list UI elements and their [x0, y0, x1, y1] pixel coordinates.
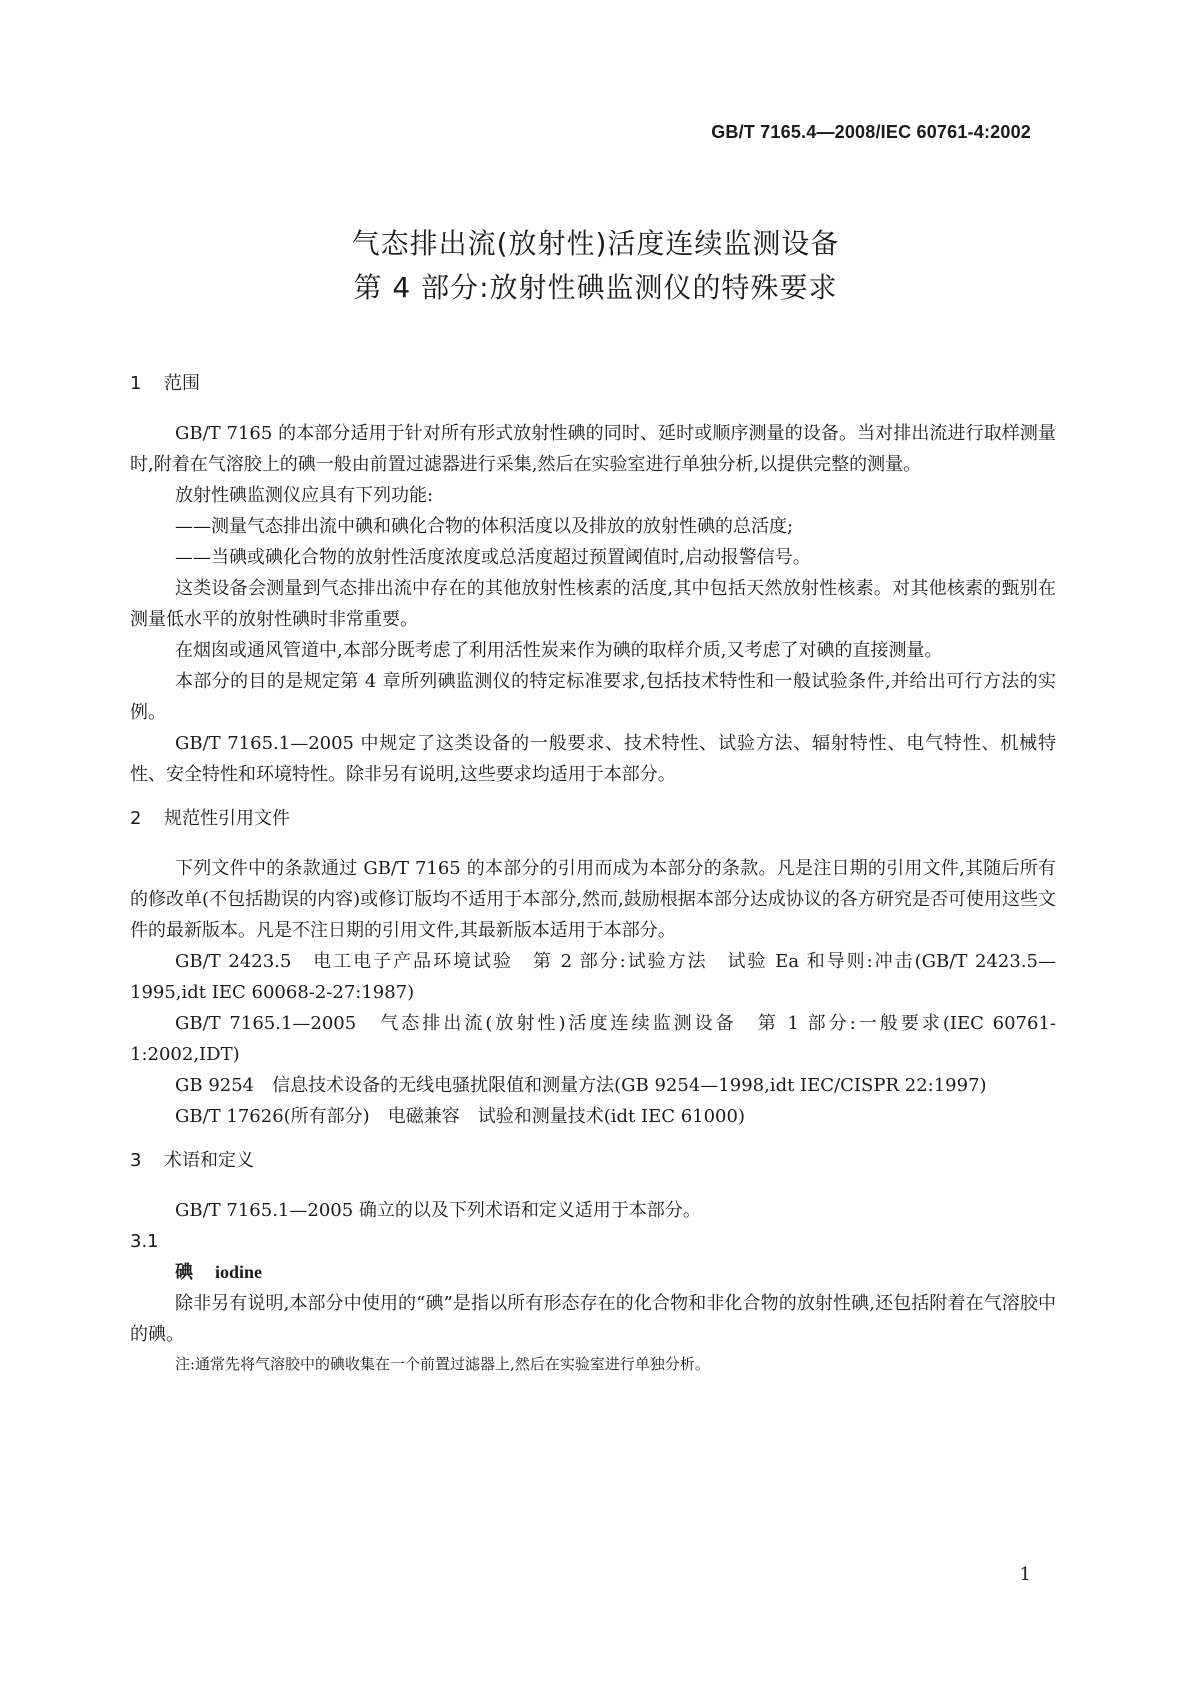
reference-item: GB/T 2423.5 电工电子产品环境试验 第 2 部分:试验方法 试验 Ea 和导则:冲击(GB/T 2423.5—1995,idt IEC 60068-2-27:1987) — [130, 951, 1056, 1003]
section-1-paragraph: 本部分的目的是规定第 4 章所列碘监测仪的特定标准要求,包括技术特性和一般试验条件,并给出可行方法的实例。 — [130, 671, 1056, 723]
section-1-paragraph: GB/T 7165.1—2005 中规定了这类设备的一般要求、技术特性、试验方法、辐射特性、电气特性、机械特性、安全特性和环境特性。除非另有说明,这些要求均适用于本部分。 — [130, 733, 1056, 785]
title-line-2: 第 4 部分:放射性碘监测仪的特殊要求 — [353, 271, 838, 304]
section-3-heading — [130, 1145, 1056, 1176]
section-2-heading — [130, 803, 1056, 834]
section-2-title: 规范性引用文件 — [164, 808, 290, 829]
section-1-paragraph: 放射性碘监测仪应具有下列功能: — [175, 485, 434, 506]
section-3-number: 3 — [130, 1150, 142, 1171]
term-number: 3.1 — [130, 1231, 159, 1252]
section-1-title: 范围 — [164, 373, 200, 394]
section-3-title: 术语和定义 — [164, 1150, 254, 1171]
term-zh: 碘 — [175, 1262, 193, 1283]
document-body — [130, 368, 1056, 1378]
section-1-paragraph: GB/T 7165 的本部分适用于针对所有形式放射性碘的同时、延时或顺序测量的设备。当对排出流进行取样测量时,附着在气溶胶上的碘一般由前置过滤器进行采集,然后在实验室进行单独分析,以提供完整的测量。 — [130, 423, 1056, 475]
page-number: 1 — [1019, 1564, 1031, 1585]
section-1-list-item: ——测量气态排出流中碘和碘化合物的体积活度以及排放的放射性碘的总活度; — [175, 516, 794, 537]
reference-item: GB/T 7165.1—2005 气态排出流(放射性)活度连续监测设备 第 1 部分:一般要求(IEC 60761-1:2002,IDT) — [130, 1013, 1056, 1065]
title-line-1: 气态排出流(放射性)活度连续监测设备 — [351, 227, 840, 260]
section-1-number: 1 — [130, 373, 142, 394]
section-1-paragraph: 在烟囱或通风管道中,本部分既考虑了利用活性炭来作为碘的取样介质,又考虑了对碘的直接测量。 — [175, 640, 943, 661]
section-1-list-item: ——当碘或碘化合物的放射性活度浓度或总活度超过预置阈值时,启动报警信号。 — [175, 547, 811, 568]
section-3-intro: GB/T 7165.1—2005 确立的以及下列术语和定义适用于本部分。 — [175, 1200, 701, 1221]
term-note: 注:通常先将气溶胶中的碘收集在一个前置过滤器上,然后在实验室进行单独分析。 — [175, 1355, 710, 1373]
reference-item: GB/T 17626(所有部分) 电磁兼容 试验和测量技术(idt IEC 61000) — [175, 1106, 745, 1127]
section-2-intro: 下列文件中的条款通过 GB/T 7165 的本部分的引用而成为本部分的条款。凡是注日期的引用文件,其随后所有的修改单(不包括勘误的内容)或修订版均不适用于本部分,然而,鼓励根据本部分达成协议的各方研究是否可使用这些文件的最新版本。凡是不注日期的引用文件,其最新版本适用于本部分。 — [130, 858, 1056, 941]
section-1-paragraph: 这类设备会测量到气态排出流中存在的其他放射性核素的活度,其中包括天然放射性核素。对其他核素的甄别在测量低水平的放射性碘时非常重要。 — [130, 578, 1056, 630]
reference-item: GB 9254 信息技术设备的无线电骚扰限值和测量方法(GB 9254—1998,idt IEC/CISPR 22:1997) — [175, 1075, 987, 1096]
term-en: iodine — [215, 1262, 263, 1282]
standard-number: GB/T 7165.4—2008/IEC 60761-4:2002 — [711, 122, 1031, 142]
document-title — [0, 222, 1191, 310]
term-entry — [130, 1257, 1056, 1288]
section-2-number: 2 — [130, 808, 142, 829]
term-definition: 除非另有说明,本部分中使用的“碘”是指以所有形态存在的化合物和非化合物的放射性碘,还包括附着在气溶胶中的碘。 — [130, 1293, 1056, 1345]
section-1-heading — [130, 368, 1056, 399]
